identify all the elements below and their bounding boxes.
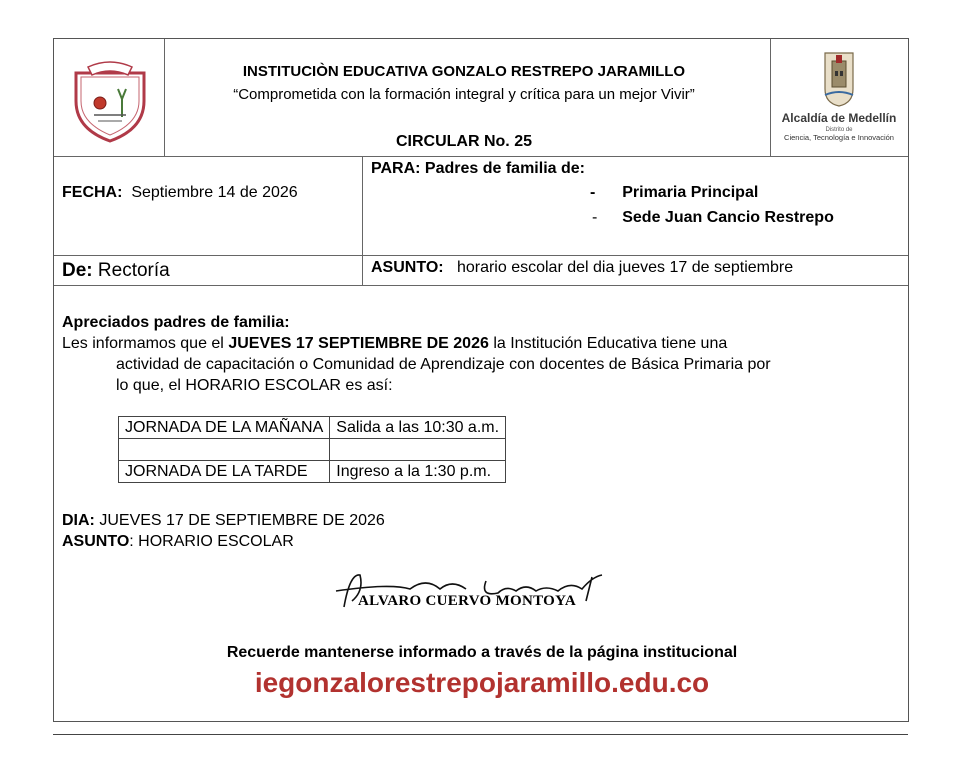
school-crest-icon bbox=[68, 59, 152, 143]
divider bbox=[54, 255, 908, 256]
website-link[interactable]: iegonzalorestrepojaramillo.edu.co bbox=[254, 667, 710, 698]
footer-reminder: Recuerde mantenerse informado a través de la página institucional bbox=[226, 644, 738, 661]
para-item-text: Primaria Principal bbox=[622, 184, 759, 201]
fecha-value: Septiembre 14 de 2026 bbox=[131, 184, 298, 201]
horario-cell bbox=[330, 439, 506, 461]
body-text: la Institución Educativa tiene una bbox=[488, 335, 728, 352]
bottom-divider bbox=[53, 734, 908, 735]
de-field bbox=[62, 260, 170, 282]
summary-block bbox=[62, 510, 385, 552]
greeting: Apreciados padres de familia: bbox=[62, 314, 290, 331]
body-text: Les informamos que el bbox=[62, 335, 229, 352]
divider bbox=[362, 156, 363, 285]
asunto2-value: : HORARIO ESCOLAR bbox=[129, 533, 294, 550]
alcaldia-logo bbox=[772, 49, 906, 153]
alcaldia-tagline: Ciencia, Tecnología e Innovación bbox=[784, 133, 894, 142]
body-line: actividad de capacitación o Comunidad de Aprendizaje con docentes de Básica Primaria por bbox=[116, 356, 771, 373]
horario-cell: Salida a las 10:30 a.m. bbox=[330, 417, 506, 439]
para-item bbox=[592, 209, 834, 227]
circular-number: CIRCULAR No. 25 bbox=[395, 133, 532, 150]
alcaldia-name: Alcaldía de Medellín bbox=[781, 111, 897, 125]
jornada-cell: JORNADA DE LA MAÑANA bbox=[119, 417, 330, 439]
divider bbox=[54, 285, 908, 286]
table-row bbox=[119, 461, 506, 483]
signatory-name: ALVARO CUERVO MONTOYA bbox=[358, 593, 577, 609]
para-item bbox=[590, 184, 758, 202]
schedule-table bbox=[118, 416, 506, 483]
table-row bbox=[119, 439, 506, 461]
fecha-field bbox=[62, 184, 298, 202]
para-item-text: Sede Juan Cancio Restrepo bbox=[622, 209, 834, 226]
body-line: lo que, el HORARIO ESCOLAR es así: bbox=[116, 377, 393, 394]
asunto-field bbox=[371, 259, 793, 277]
table-row bbox=[119, 417, 506, 439]
highlighted-date: JUEVES 17 SEPTIEMBRE DE 2026 bbox=[228, 335, 489, 352]
institution-motto: “Comprometida con la formación integral y crítica para un mejor Vivir” bbox=[233, 86, 695, 103]
asunto-value: horario escolar del dia jueves 17 de septiembre bbox=[456, 259, 794, 276]
asunto2-label: ASUNTO bbox=[62, 533, 130, 550]
bullet: - bbox=[592, 209, 598, 226]
jornada-cell bbox=[119, 439, 330, 461]
asunto-label: ASUNTO: bbox=[371, 259, 444, 276]
de-value: Rectoría bbox=[97, 260, 170, 281]
institution-name: INSTITUCIÒN EDUCATIVA GONZALO RESTREPO JARAMILLO bbox=[242, 63, 686, 80]
divider bbox=[54, 156, 908, 157]
jornada-cell: JORNADA DE LA TARDE bbox=[119, 461, 330, 483]
divider bbox=[770, 39, 771, 156]
letter-body bbox=[62, 312, 902, 396]
de-label: De: bbox=[62, 260, 93, 281]
horario-cell: Ingreso a la 1:30 p.m. bbox=[330, 461, 506, 483]
bullet: - bbox=[590, 184, 596, 201]
dia-value: JUEVES 17 DE SEPTIEMBRE DE 2026 bbox=[94, 512, 385, 529]
circular-document bbox=[53, 38, 909, 722]
para-label: PARA: Padres de familia de: bbox=[371, 160, 585, 177]
medellin-coat-of-arms-icon bbox=[819, 49, 859, 107]
body-paragraph bbox=[62, 333, 902, 354]
alcaldia-district: Distrito de bbox=[825, 127, 853, 133]
fecha-label: FECHA: bbox=[62, 184, 123, 201]
dia-label: DIA: bbox=[62, 512, 95, 529]
handwritten-signature-icon bbox=[330, 567, 630, 615]
